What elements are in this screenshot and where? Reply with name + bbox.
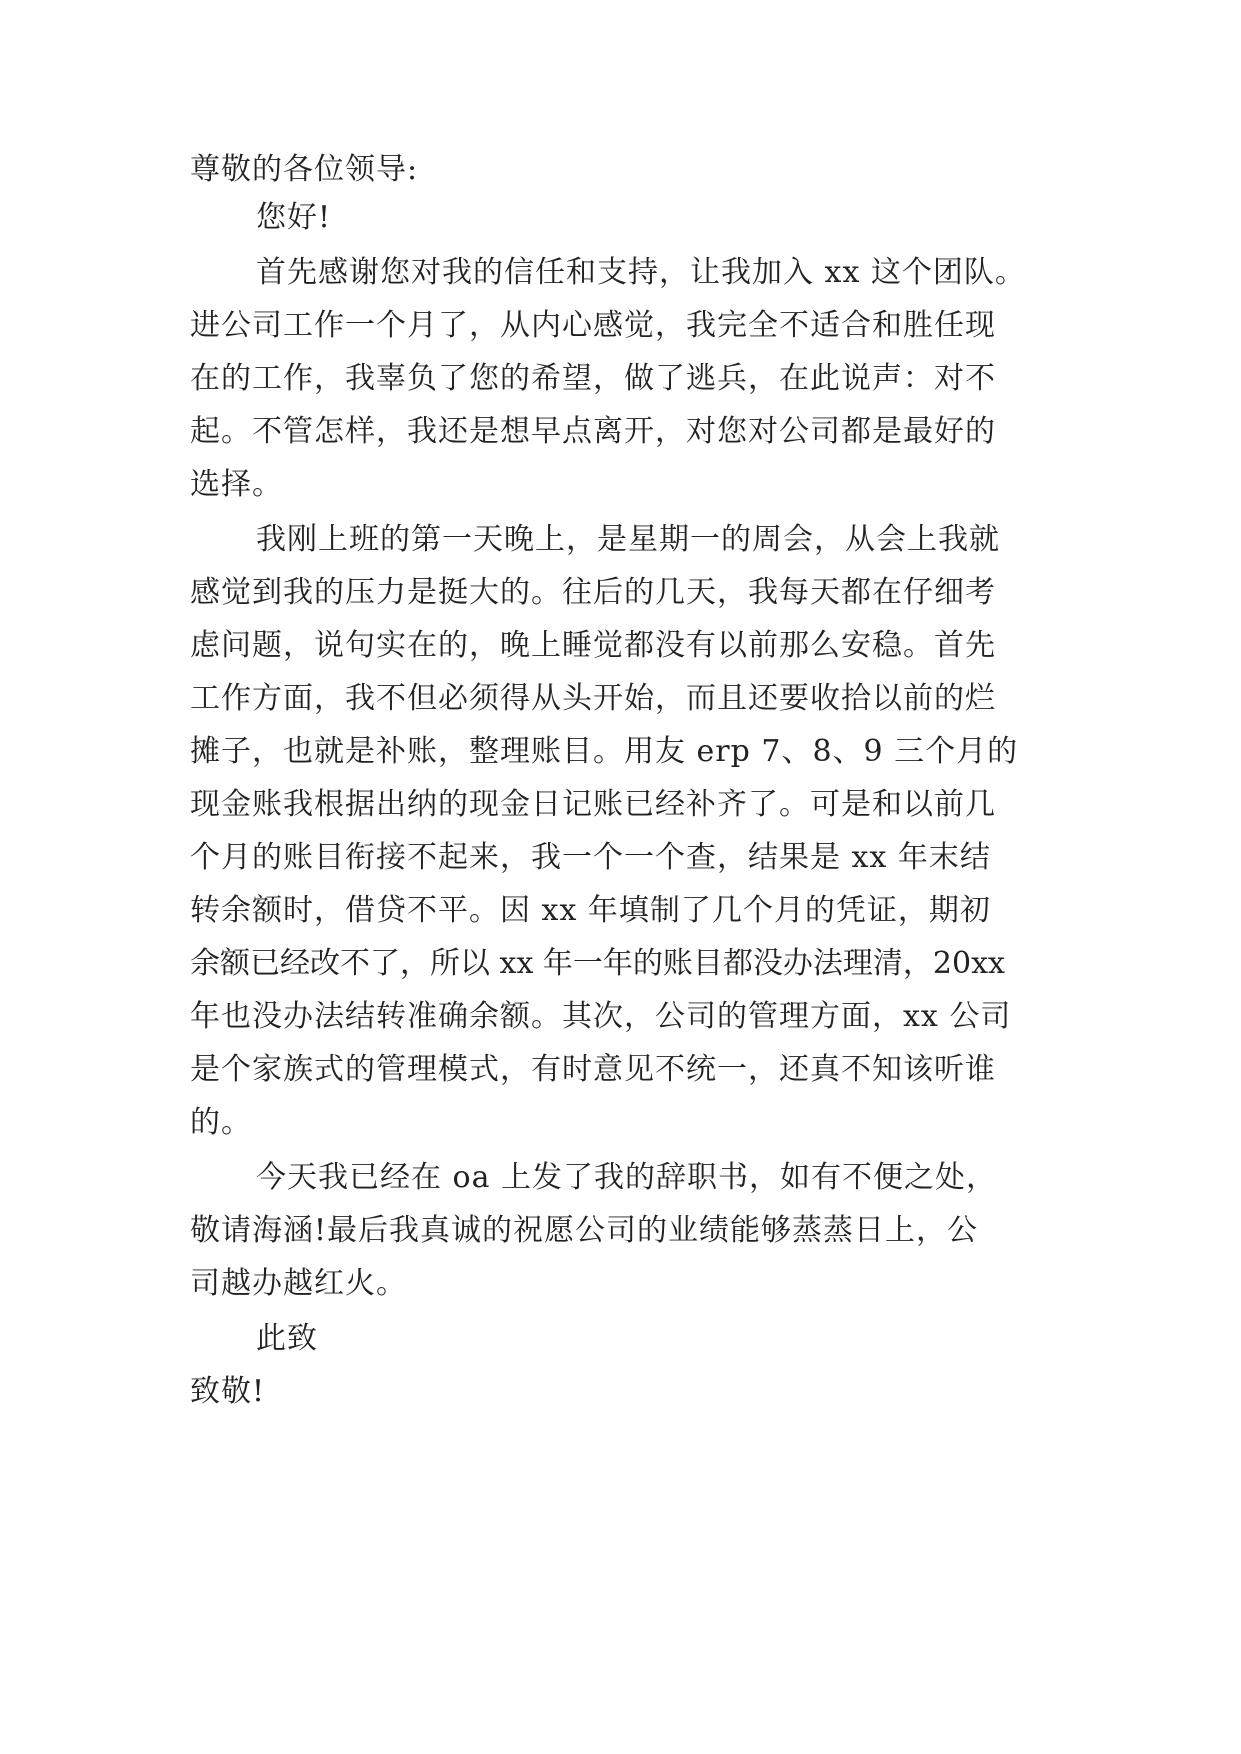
paragraph-line: 转余额时，借贷不平。因 xx 年填制了几个月的凭证，期初 xyxy=(190,893,991,928)
paragraph-line: 的。 xyxy=(190,1105,252,1140)
paragraph-line: 今天我已经在 oa 上发了我的辞职书，如有不便之处， xyxy=(256,1160,998,1195)
paragraph-line: 进公司工作一个月了，从内心感觉，我完全不适合和胜任现 xyxy=(190,308,996,343)
regards: 致敬! xyxy=(190,1374,266,1409)
salutation: 尊敬的各位领导: xyxy=(190,152,419,187)
paragraph-line: 在的工作，我辜负了您的希望，做了逃兵，在此说声：对不 xyxy=(190,361,996,396)
paragraph-line: 是个家族式的管理模式，有时意见不统一，还真不知该听谁 xyxy=(190,1052,996,1087)
paragraph-line: 司越办越红火。 xyxy=(190,1266,407,1301)
paragraph-line: 工作方面，我不但必须得从头开始，而且还要收拾以前的烂 xyxy=(190,681,996,716)
paragraph-line: 余额已经改不了，所以 xx 年一年的账目都没办法理清，20xx xyxy=(190,946,1005,981)
paragraph-line: 年也没办法结转准确余额。其次，公司的管理方面，xx 公司 xyxy=(190,999,1012,1034)
paragraph-line: 选择。 xyxy=(190,467,283,502)
paragraph-line: 感觉到我的压力是挺大的。往后的几天，我每天都在仔细考 xyxy=(190,575,996,610)
paragraph-line: 敬请海涵!最后我真诚的祝愿公司的业绩能够蒸蒸日上，公 xyxy=(190,1213,979,1248)
paragraph-line: 起。不管怎样，我还是想早点离开，对您对公司都是最好的 xyxy=(190,414,996,449)
paragraph-line: 个月的账目衔接不起来，我一个一个查，结果是 xx 年末结 xyxy=(190,840,991,875)
paragraph-line: 摊子，也就是补账，整理账目。用友 erp 7、8、9 三个月的 xyxy=(190,734,1019,769)
greeting: 您好! xyxy=(256,200,332,235)
paragraph-line: 首先感谢您对我的信任和支持，让我加入 xx 这个团队。 xyxy=(256,255,1026,290)
paragraph-line: 虑问题，说句实在的，晚上睡觉都没有以前那么安稳。首先 xyxy=(190,628,996,663)
closing: 此致 xyxy=(256,1321,318,1356)
paragraph-line: 现金账我根据出纳的现金日记账已经补齐了。可是和以前几 xyxy=(190,787,996,822)
paragraph-line: 我刚上班的第一天晚上，是星期一的周会，从会上我就 xyxy=(256,522,1000,557)
